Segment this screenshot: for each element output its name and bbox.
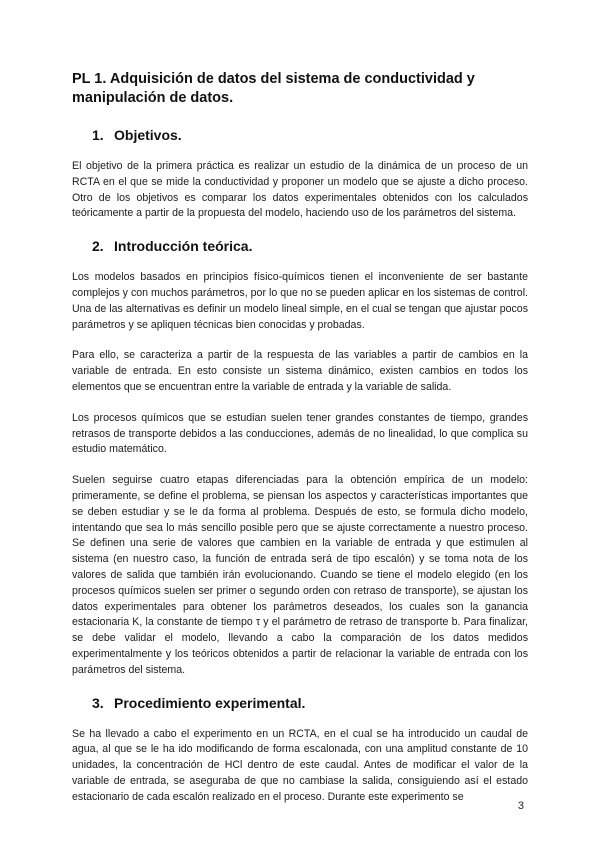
section-heading [92, 126, 528, 144]
section-procedimiento [72, 694, 528, 806]
paragraph: Se ha llevado a cabo el experimento en un RCTA, en el cual se ha introducido un caudal de agua, al que se le ha ido modificando de forma escalonada, con una amplitud constante de 10 unidades, la concentración de HCl dentro de este caudal. Antes de modificar el valor de la variable de entrada, se aseguraba de que no cambiase la salida, consiguiendo así el estado estacionario de cada escalón realizado en el proceso. Durante este experimento se [72, 727, 528, 803]
paragraph: Suelen seguirse cuatro etapas diferenciadas para la obtención empírica de un modelo: primeramente, se define el problema, se piensan los aspectos y características importantes que se deben estudiar y se le da forma al problema. Después de esto, se formula dicho modelo, intentando que sea lo más sencillo posible pero que se ajuste correctamente a nuestro proceso. Se definen una serie de valores que cambien en la variable de entrada y que estimulen al sistema (en nuestro caso, la función de entrada será de tipo escalón) y se toma nota de los valores de salida que también irán evolucionando. Cuando se tiene el modelo elegido (en los procesos químicos suelen ser primer o segundo orden con retraso de transporte), se ajustan los datos experimentales para obtener los parámetros deseados, los cuales son la ganancia estacionaria K, la constante de tiempo τ y el parámetro de retraso de transporte b. Para finalizar, se debe validar el modelo, llevando a cabo la comparación de los datos medidos experimentalmente y los teóricos obtenidos a partir de relacionar la variable de entrada con los parámetros del sistema. [72, 474, 528, 676]
section-heading [92, 237, 528, 255]
section-number: 1. [92, 127, 104, 143]
document-page [72, 70, 528, 821]
paragraph: Los modelos basados en principios físico-químicos tienen el inconveniente de ser bastante complejos y con muchos parámetros, por lo que no se pueden aplicar en los sistemas de control. Una de las alternativas es definir un modelo lineal simple, en el cual se tengan que ajustar pocos parámetros y se apliquen técnicas bien conocidas y probadas. [72, 271, 528, 331]
paragraph: El objetivo de la primera práctica es realizar un estudio de la dinámica de un proceso de un RCTA en el que se mide la conductividad y proponer un modelo que se ajuste a dicho proceso. Otro de los objetivos es comparar los datos experimentales obtenidos con los calculados teóricamente a partir de la propuesta del modelo, haciendo uso de los parámetros del sistema. [72, 160, 528, 220]
page-number: 3 [517, 800, 524, 812]
paragraph: Para ello, se caracteriza a partir de la respuesta de las variables a partir de cambios en la variable de entrada. En esto consiste un sistema dinámico, existen cambios en todos los elementos que se encuentran entre la variable de entrada y la variable de salida. [72, 349, 528, 393]
section-introduccion [72, 237, 528, 678]
section-heading [92, 694, 528, 712]
section-title: Introducción teórica. [114, 238, 253, 255]
section-objetivos [72, 126, 528, 222]
section-number: 3. [92, 694, 104, 711]
section-title: Objetivos. [114, 127, 182, 143]
section-number: 2. [92, 238, 104, 255]
paragraph: Los procesos químicos que se estudian suelen tener grandes constantes de tiempo, grandes retrasos de transporte debidos a las conducciones, además de no linealidad, lo que complica su estudio matemático. [72, 411, 528, 456]
section-title: Procedimiento experimental. [114, 694, 306, 711]
document-title: PL 1. Adquisición de datos del sistema de conductividad y manipulación de datos. [72, 71, 475, 106]
